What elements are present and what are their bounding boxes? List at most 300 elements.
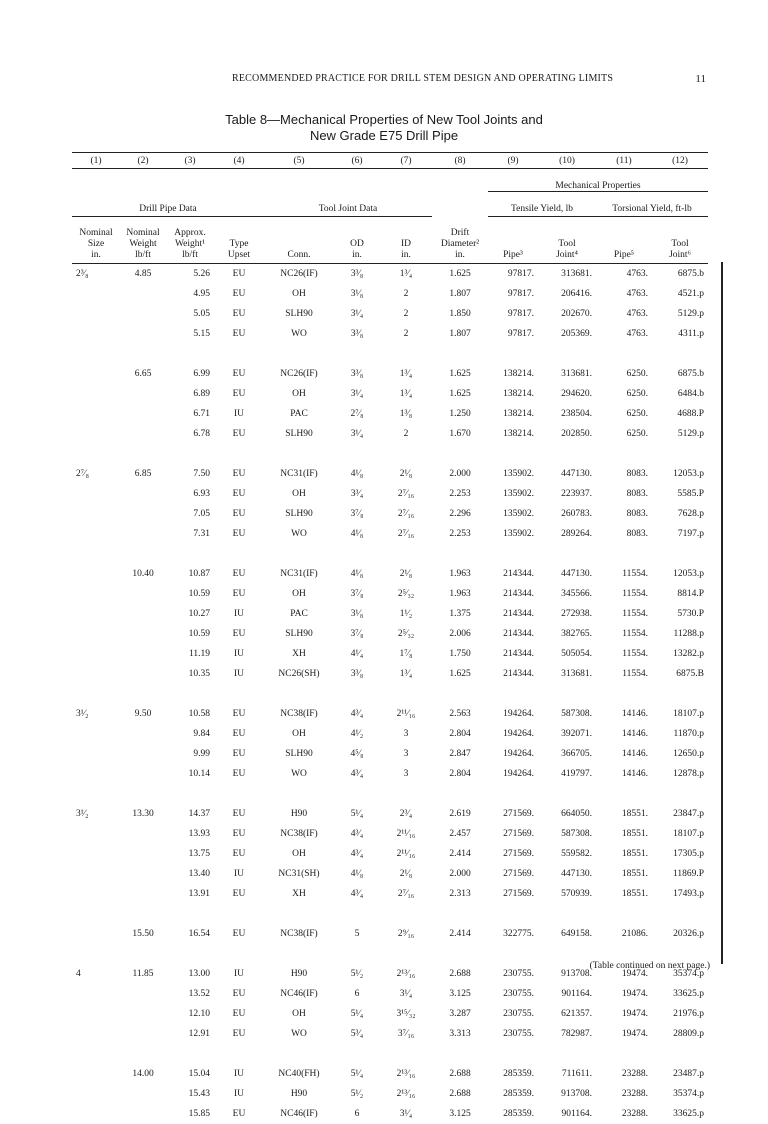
table-cell: 10.27 [166,604,214,624]
table-cell: 230755. [488,1004,538,1024]
column-header-line: Joint⁶ [652,250,708,261]
column-header-line: in. [334,250,380,261]
column-header-line: Tool [538,239,596,250]
column-number: (7) [380,153,432,169]
table-cell [72,584,120,604]
table-cell: 8083. [596,524,652,544]
table-cell: 3 [380,744,432,764]
table-cell: PAC [264,604,334,624]
table-cell: 10.35 [166,664,214,684]
column-header-line: in. [72,250,120,261]
table-cell: 13.93 [166,824,214,844]
table-cell: 3¹⁄₄ [380,1104,432,1124]
group-spacer [72,1044,708,1064]
table-cell: 3.125 [432,1104,488,1124]
mechanical-properties-heading: Mechanical Properties [488,169,708,192]
table-cell: 18551. [596,824,652,844]
table-cell: 2⁷⁄₁₆ [380,484,432,504]
table-cell: EU [214,384,264,404]
table-row [72,724,708,744]
table-cell: 23487.p [652,1064,708,1084]
table-cell: 505054. [538,644,596,664]
table-cell: 3⁷⁄₈ [334,504,380,524]
table-cell: 664050. [538,804,596,824]
table-cell: 392071. [538,724,596,744]
table-cell: H90 [264,804,334,824]
table-cell [120,884,166,904]
table-cell: 2 [380,304,432,324]
table-cell: 17493.p [652,884,708,904]
table-cell: 15.04 [166,1064,214,1084]
table-cell: 289264. [538,524,596,544]
table-cell: SLH90 [264,744,334,764]
table-cell: EU [214,1104,264,1124]
table-cell: EU [214,744,264,764]
table-cell: 97817. [488,324,538,344]
table-cell: 4763. [596,324,652,344]
column-header-line: in. [380,250,432,261]
change-bar [721,262,723,964]
table-cell: 2.688 [432,1084,488,1104]
table-cell: 11554. [596,664,652,684]
table-cell: 14146. [596,744,652,764]
table-cell: 1.375 [432,604,488,624]
column-header-line: Diameter² [432,239,488,250]
table-cell: 6484.b [652,384,708,404]
table-cell: 913708. [538,1084,596,1104]
table-cell [120,504,166,524]
table-cell: 8814.P [652,584,708,604]
table-cell: 5.26 [166,264,214,285]
table-cell: 194264. [488,704,538,724]
table-cell: 2⁹⁄₁₆ [380,924,432,944]
table-cell: 23288. [596,1064,652,1084]
table-cell: 6875.B [652,664,708,684]
column-header-line: Size [72,239,120,250]
table-cell: 23288. [596,1104,652,1124]
table-cell: 135902. [488,524,538,544]
table-cell: 11554. [596,584,652,604]
table-cell [120,1024,166,1044]
table-row [72,404,708,424]
table-cell: H90 [264,1084,334,1104]
table-cell: 4¹⁄₄ [334,644,380,664]
spacer-cell [72,784,708,804]
table-row [72,644,708,664]
table-cell: 20326.p [652,924,708,944]
table-cell: 711611. [538,1064,596,1084]
column-header-line: lb/ft [120,250,166,261]
table-row [72,1024,708,1044]
table-cell: 570939. [538,884,596,904]
spacer-cell [72,344,708,364]
table-cell [72,284,120,304]
table-cell: 1.963 [432,584,488,604]
table-cell: 6.65 [120,364,166,384]
table-cell: 4¹⁄₈ [334,524,380,544]
table-cell [120,424,166,444]
table-row [72,424,708,444]
table-cell: OH [264,844,334,864]
table-cell [120,1104,166,1124]
table-row [72,264,708,285]
table-cell: NC38(IF) [264,824,334,844]
table-cell: NC46(IF) [264,984,334,1004]
column-header-line: OD [334,239,380,250]
table-cell: 33625.p [652,1104,708,1124]
table-row [72,704,708,724]
table-cell: NC31(SH) [264,864,334,884]
mechanical-properties-header-row [72,169,708,192]
table-row [72,1064,708,1084]
column-header-line: ID [380,239,432,250]
table-cell: 901164. [538,984,596,1004]
table-cell: 3¹⁄₄ [334,304,380,324]
column-header [72,217,120,264]
table-cell [72,644,120,664]
table-cell: 11554. [596,624,652,644]
table-cell: 3.125 [432,984,488,1004]
table-cell: 313681. [538,364,596,384]
table-cell: 138214. [488,364,538,384]
table-cell: 2.688 [432,964,488,984]
table-row [72,484,708,504]
table-cell: 1³⁄₄ [380,264,432,285]
table-cell [72,484,120,504]
table-cell: 12053.p [652,564,708,584]
table-cell: 3¹⁵⁄₃₂ [380,1004,432,1024]
table-cell: EU [214,424,264,444]
table-cell: 782987. [538,1024,596,1044]
table-cell: 13.40 [166,864,214,884]
table-cell: 238504. [538,404,596,424]
table-cell [72,384,120,404]
table-cell: 2.253 [432,484,488,504]
column-header-line: Nominal [120,228,166,239]
column-header [380,217,432,264]
group-spacer [72,904,708,924]
table-cell: EU [214,364,264,384]
spacer-cell [72,1044,708,1064]
table-cell: 3⁷⁄₁₆ [380,1024,432,1044]
table-cell [120,304,166,324]
table-cell: 194264. [488,764,538,784]
column-header [264,217,334,264]
table-cell: 2⁷⁄₁₆ [380,504,432,524]
table-body [72,264,708,1124]
column-number: (5) [264,153,334,169]
table-cell: 4763. [596,264,652,285]
table-cell: 35374.p [652,964,708,984]
table-cell [72,1104,120,1124]
table-cell: 913708. [538,964,596,984]
table-cell: 11554. [596,564,652,584]
column-header [596,217,652,264]
table-cell: 4763. [596,284,652,304]
table-cell: 3¹⁄₈ [334,284,380,304]
table-cell: 1.625 [432,364,488,384]
table-cell: 4³⁄₄ [334,704,380,724]
running-head: RECOMMENDED PRACTICE FOR DRILL STEM DESIGN AND OPERATING LIMITS [232,73,613,84]
table-cell [72,924,120,944]
table-cell: 1.250 [432,404,488,424]
table-cell [72,524,120,544]
table-cell [72,824,120,844]
tensile-yield-heading: Tensile Yield, lb [488,192,596,217]
column-header-line: Weight¹ [166,239,214,250]
column-header-line: Pipe³ [488,250,538,261]
table-cell: 10.58 [166,704,214,724]
column-header-line: Upset [214,250,264,261]
table-cell: 1⁷⁄₈ [380,644,432,664]
table-cell: 9.50 [120,704,166,724]
group-spacer [72,344,708,364]
table-cell: 2.006 [432,624,488,644]
table-cell: 2.457 [432,824,488,844]
column-header-line: Drift [432,228,488,239]
table-cell: 1.850 [432,304,488,324]
table-cell: 14146. [596,704,652,724]
table-cell [72,504,120,524]
column-header [120,217,166,264]
table-cell: 214344. [488,604,538,624]
table-cell: 2⁷⁄₈ [72,464,120,484]
spacer-cell [72,684,708,704]
column-header [488,217,538,264]
table-cell: 1³⁄₄ [380,384,432,404]
table-cell: 1³⁄₄ [380,364,432,384]
column-header [334,217,380,264]
column-header-line: Type [214,239,264,250]
table-row [72,1104,708,1124]
column-number: (11) [596,153,652,169]
table-cell: 194264. [488,744,538,764]
table-cell: NC26(IF) [264,364,334,384]
table-cell: 97817. [488,304,538,324]
table-cell [72,324,120,344]
group-spacer [72,444,708,464]
table-cell: 2.253 [432,524,488,544]
column-header-line: Joint⁴ [538,250,596,261]
table-cell: 194264. [488,724,538,744]
table-cell: 6.71 [166,404,214,424]
table-title-line-1: Table 8—Mechanical Properties of New Tool Joints and [0,112,768,128]
table-cell: 271569. [488,824,538,844]
table-cell: 19474. [596,964,652,984]
table-cell: 3³⁄₈ [334,324,380,344]
table-cell: IU [214,604,264,624]
table-cell: 7.05 [166,504,214,524]
table-cell: 3⁷⁄₈ [334,624,380,644]
table-cell: 11288.p [652,624,708,644]
table-cell: 202670. [538,304,596,324]
table-cell: 3⁷⁄₈ [334,584,380,604]
table-cell: 5¹⁄₂ [334,964,380,984]
table-cell: EU [214,844,264,864]
table-cell: 5730.P [652,604,708,624]
table-cell: WO [264,1024,334,1044]
table-cell: 5¹⁄₄ [334,1064,380,1084]
table-row [72,304,708,324]
table-cell: NC40(FH) [264,1064,334,1084]
table-cell: 10.87 [166,564,214,584]
table-cell: 6250. [596,404,652,424]
table-cell [72,664,120,684]
table-cell: 13.91 [166,884,214,904]
table-cell: 271569. [488,804,538,824]
table-cell: 3³⁄₈ [334,664,380,684]
table-cell: 260783. [538,504,596,524]
table-cell: 21976.p [652,1004,708,1024]
group-spacer [72,544,708,564]
table-cell: NC38(IF) [264,924,334,944]
column-header [214,217,264,264]
table-cell: 8083. [596,484,652,504]
table-cell: 19474. [596,1024,652,1044]
table-cell: 4688.P [652,404,708,424]
table-cell: 587308. [538,704,596,724]
table-cell: 6.78 [166,424,214,444]
tool-joint-data-heading: Tool Joint Data [264,192,432,217]
table-cell: 16.54 [166,924,214,944]
table-cell: 14.37 [166,804,214,824]
table-cell: 3³⁄₄ [334,484,380,504]
table-cell: 2.414 [432,924,488,944]
table-cell [120,584,166,604]
table-cell: 35374.p [652,1084,708,1104]
column-number-row [72,153,708,169]
table-cell: 901164. [538,1104,596,1124]
table-cell [120,284,166,304]
table-cell: 135902. [488,484,538,504]
table-cell: 214344. [488,644,538,664]
table-cell: EU [214,504,264,524]
table-cell: 18107.p [652,824,708,844]
table-cell: 15.43 [166,1084,214,1104]
table-cell: 2.563 [432,704,488,724]
table-cell [72,1084,120,1104]
table-cell: 206416. [538,284,596,304]
table-cell: NC38(IF) [264,704,334,724]
table-cell [72,304,120,324]
table-cell: 4 [72,964,120,984]
table-cell [120,604,166,624]
table-cell [120,844,166,864]
table-cell: 447130. [538,464,596,484]
table-cell: 10.14 [166,764,214,784]
table-cell: EU [214,304,264,324]
table-cell: EU [214,924,264,944]
table-row [72,604,708,624]
table-cell: NC26(IF) [264,264,334,285]
table-cell: 230755. [488,984,538,1004]
table-cell: 5129.p [652,424,708,444]
table-cell: 23847.p [652,804,708,824]
table-row [72,664,708,684]
table-cell: 272938. [538,604,596,624]
table-cell: 11554. [596,604,652,624]
table-cell [72,884,120,904]
table-title [0,112,768,144]
table-cell: 3 [380,724,432,744]
table-cell: 138214. [488,404,538,424]
table-row [72,924,708,944]
table-cell: 2¹¹⁄₁₆ [380,824,432,844]
table-cell: 15.85 [166,1104,214,1124]
table-cell: 271569. [488,884,538,904]
table-cell: 2⁷⁄₈ [334,404,380,424]
table-cell: EU [214,724,264,744]
table-cell: 202850. [538,424,596,444]
table-cell [120,484,166,504]
table-cell: 8083. [596,464,652,484]
table-cell: 135902. [488,504,538,524]
table-cell: NC26(SH) [264,664,334,684]
table-cell: 1.625 [432,264,488,285]
table-cell: 1.625 [432,664,488,684]
table-cell: IU [214,864,264,884]
column-header [538,217,596,264]
table-cell: SLH90 [264,304,334,324]
table-cell: 12.91 [166,1024,214,1044]
torsional-yield-heading: Torsional Yield, ft-lb [596,192,708,217]
table-cell [72,1024,120,1044]
table-cell: 19474. [596,1004,652,1024]
table-cell: 6.89 [166,384,214,404]
table-cell [120,404,166,424]
table-cell: EU [214,704,264,724]
table-cell: 138214. [488,424,538,444]
table-cell: 2¹⁄₈ [380,564,432,584]
column-number: (3) [166,153,214,169]
table-cell: 2⁵⁄₃₂ [380,624,432,644]
table-cell: WO [264,324,334,344]
table-cell: 21086. [596,924,652,944]
table-cell: 313681. [538,264,596,285]
table-cell: 382765. [538,624,596,644]
column-header-row [72,217,708,264]
table-cell: 9.99 [166,744,214,764]
table-cell: 19474. [596,984,652,1004]
table-cell: 4³⁄₄ [334,844,380,864]
table-cell [72,364,120,384]
table-cell: 649158. [538,924,596,944]
table-cell [120,744,166,764]
table-cell: 4521.p [652,284,708,304]
table-row [72,504,708,524]
table-cell [120,324,166,344]
spacer-cell [72,444,708,464]
drill-pipe-data-heading: Drill Pipe Data [72,192,264,217]
table-cell: 12053.p [652,464,708,484]
table-cell: 285359. [488,1104,538,1124]
table-cell: EU [214,264,264,285]
spacer-cell [72,544,708,564]
table-cell: 5¹⁄₄ [334,804,380,824]
table-row [72,884,708,904]
group-spacer [72,684,708,704]
table-row [72,284,708,304]
table-cell: 2³⁄₄ [380,804,432,824]
table-cell: 6.93 [166,484,214,504]
table-cell: 3³⁄₈ [334,364,380,384]
table-cell: 7197.p [652,524,708,544]
table-cell: 6 [334,984,380,1004]
table-row [72,864,708,884]
table-cell: IU [214,404,264,424]
table-cell: 6.85 [120,464,166,484]
table-cell: 3¹⁄₄ [334,424,380,444]
